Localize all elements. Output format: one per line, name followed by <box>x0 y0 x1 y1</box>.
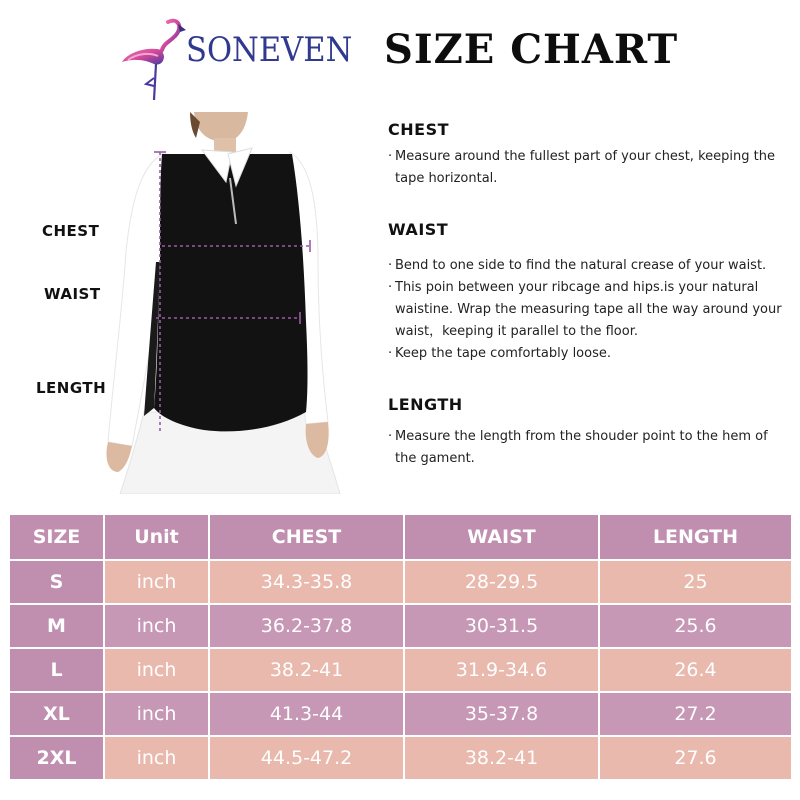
waist-cell: 35-37.8 <box>404 692 599 736</box>
length-cell: 25.6 <box>599 604 792 648</box>
waist-cell: 28-29.5 <box>404 560 599 604</box>
length-heading: LENGTH <box>388 395 463 414</box>
length-cell: 26.4 <box>599 648 792 692</box>
table-row <box>9 560 792 604</box>
figure-label-waist: WAIST <box>44 285 101 303</box>
header-size: SIZE <box>9 514 104 560</box>
size-cell: S <box>9 560 104 604</box>
header-waist: WAIST <box>404 514 599 560</box>
header-chest: CHEST <box>209 514 404 560</box>
chest-heading: CHEST <box>388 120 449 139</box>
chest-cell: 38.2-41 <box>209 648 404 692</box>
table-row <box>9 648 792 692</box>
chest-cell: 41.3-44 <box>209 692 404 736</box>
length-instruction-line: · Measure the length from the shouder point to the hem of the gament. <box>388 426 788 470</box>
size-cell: M <box>9 604 104 648</box>
model-illustration <box>104 112 350 494</box>
unit-cell: inch <box>104 604 209 648</box>
length-cell: 27.2 <box>599 692 792 736</box>
table-row <box>9 736 792 780</box>
chest-instruction-line: · Measure around the fullest part of your chest, keeping the tape horizontal. <box>388 146 788 190</box>
header <box>0 0 800 110</box>
table-header-row <box>9 514 792 560</box>
waist-instructions <box>388 255 788 365</box>
table-row <box>9 692 792 736</box>
waist-instruction-line: · This poin between your ribcage and hips.is your natural waistine. Wrap the measuring tape all the way around your waist，keeping it parallel to the floor. <box>388 277 788 343</box>
chest-cell: 44.5-47.2 <box>209 736 404 780</box>
unit-cell: inch <box>104 560 209 604</box>
brand-name: SONEVEN <box>186 30 353 70</box>
model-figure <box>104 112 350 494</box>
figure-label-chest: CHEST <box>42 222 100 240</box>
page-title: SIZE CHART <box>384 26 679 73</box>
unit-cell: inch <box>104 648 209 692</box>
figure-label-length: LENGTH <box>36 379 107 397</box>
chest-cell: 36.2-37.8 <box>209 604 404 648</box>
header-length: LENGTH <box>599 514 792 560</box>
size-cell: 2XL <box>9 736 104 780</box>
waist-instruction-line: · Keep the tape comfortably loose. <box>388 343 788 365</box>
length-cell: 25 <box>599 560 792 604</box>
unit-cell: inch <box>104 692 209 736</box>
header-unit: Unit <box>104 514 209 560</box>
chest-cell: 34.3-35.8 <box>209 560 404 604</box>
size-table <box>8 513 793 781</box>
size-cell: L <box>9 648 104 692</box>
length-instructions <box>388 426 788 470</box>
waist-cell: 31.9-34.6 <box>404 648 599 692</box>
chest-instructions <box>388 146 788 190</box>
length-cell: 27.6 <box>599 736 792 780</box>
size-cell: XL <box>9 692 104 736</box>
flamingo-logo-icon <box>118 12 190 102</box>
waist-heading: WAIST <box>388 220 449 239</box>
waist-cell: 30-31.5 <box>404 604 599 648</box>
waist-instruction-line: · Bend to one side to find the natural crease of your waist. <box>388 255 788 277</box>
waist-cell: 38.2-41 <box>404 736 599 780</box>
unit-cell: inch <box>104 736 209 780</box>
table-row <box>9 604 792 648</box>
